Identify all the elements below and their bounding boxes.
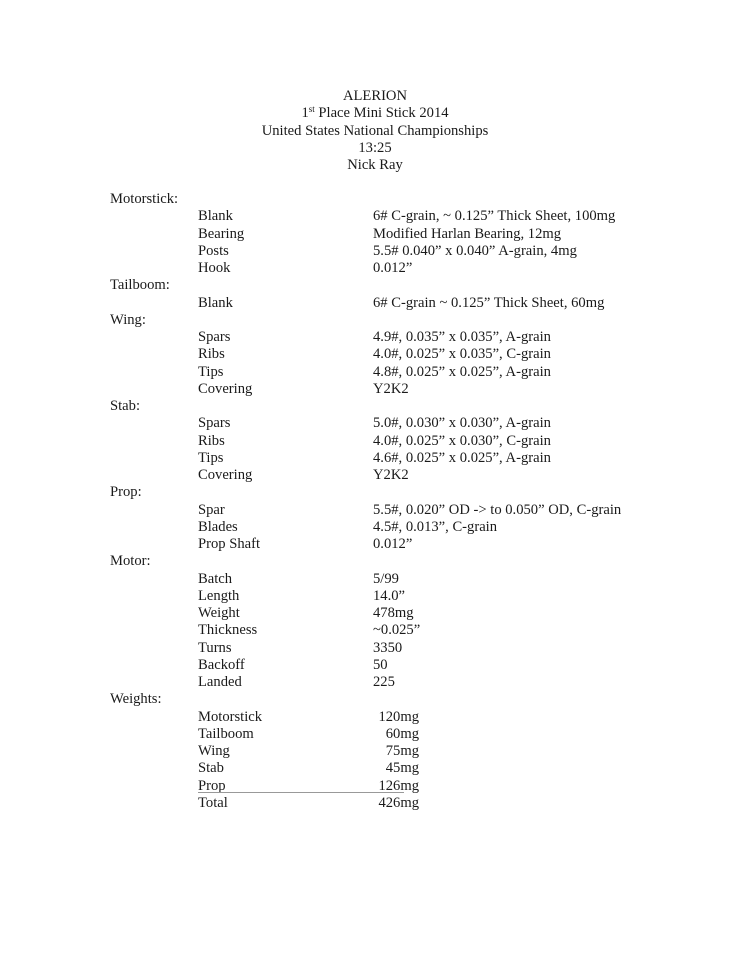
section-title: Prop: [110,484,142,501]
spec-label: Landed [198,674,242,690]
place-text: Place Mini Stick 2014 [314,105,449,122]
spec-label: Length [198,587,240,604]
place-suffix: st [308,104,315,115]
section-heading [0,398,750,415]
section-title: Tailboom: [110,277,170,294]
spec-label: Covering [198,467,253,483]
spec-value: 5.5#, 0.020” OD -> to 0.050” OD, C-grain [373,501,622,518]
spec-value: 4.5#, 0.013”, C-grain [373,518,498,535]
spec-label: Covering [198,380,253,397]
spec-label: Thickness [198,622,258,639]
document-title-block [0,88,750,174]
section-heading [0,553,750,570]
spec-row [0,433,750,450]
spec-label: Turns [198,639,232,656]
spec-value: 0.012” [373,260,413,276]
spec-value: 6# C-grain ~ 0.125” Thick Sheet, 60mg [373,294,605,311]
spec-value: 14.0” [373,587,406,604]
spec-value: 478mg [373,605,414,621]
spec-row [0,415,750,432]
spec-label: Tips [198,363,224,380]
spec-row [0,519,750,536]
aircraft-name: ALERION [342,88,408,104]
pilot-name: Nick Ray [347,157,403,173]
spec-label: Batch [198,570,233,587]
spec-value: Y2K2 [373,380,409,397]
flight-time: 13:25 [358,139,392,156]
spec-value: 5.5# 0.040” x 0.040” A-grain, 4mg [373,242,577,259]
spec-row [0,381,750,398]
spec-value: 5/99 [373,570,399,587]
spec-row [0,467,750,484]
spec-row [0,726,750,743]
spec-row [0,243,750,260]
spec-value: 50 [373,656,388,673]
spec-value: Y2K2 [373,467,409,483]
spec-label: Ribs [198,432,225,449]
section-heading [0,277,750,294]
section-title: Motorstick: [110,191,179,207]
spec-row [0,622,750,639]
spec-value: 3350 [373,639,403,656]
spec-value: 5.0#, 0.030” x 0.030”, A-grain [373,415,551,432]
placement [0,105,750,122]
spec-value: Modified Harlan Bearing, 12mg [373,225,562,242]
spec-row [0,208,750,225]
spec-row [0,536,750,553]
spec-row [0,295,750,312]
spec-label: Weight [198,605,240,621]
spec-label: Stab [198,760,224,777]
spec-value: 75mg [385,743,419,759]
spec-label: Prop Shaft [198,536,261,552]
spec-label: Spars [198,329,231,345]
spec-value: 4.0#, 0.025” x 0.035”, C-grain [373,346,551,363]
section-title: Stab: [110,398,140,414]
spec-row [0,346,750,363]
spec-label: Tailboom [198,725,254,742]
spec-label: Bearing [198,225,245,242]
spec-value: 0.012” [373,536,413,552]
spec-row [0,364,750,381]
section-heading [0,691,750,708]
spec-row [0,502,750,519]
spec-label: Blank [198,208,233,225]
spec-value: 4.6#, 0.025” x 0.025”, A-grain [373,449,551,466]
spec-value: 120mg [378,708,419,725]
spec-row [0,450,750,467]
spec-row [0,760,750,777]
spec-row [0,588,750,605]
spec-label: Blank [198,294,233,311]
spec-row [0,795,750,812]
section-heading [0,484,750,501]
section-title: Motor: [110,553,151,570]
spec-row [0,329,750,346]
spec-value: 126mg [378,777,419,794]
spec-label: Backoff [198,656,245,673]
spec-label: Tips [198,449,224,466]
spec-row [0,640,750,657]
spec-row [0,260,750,277]
section-heading [0,191,750,208]
spec-label: Spars [198,415,231,432]
spec-value: ~0.025” [373,622,421,639]
spec-row [0,743,750,760]
spec-label: Hook [198,260,231,276]
spec-row [0,709,750,726]
spec-value: 45mg [385,760,419,777]
spec-value: 60mg [385,725,419,742]
spec-label: Spar [198,501,225,518]
spec-value: 225 [373,674,395,690]
spec-value: 6# C-grain, ~ 0.125” Thick Sheet, 100mg [373,208,616,225]
spec-value: 4.9#, 0.035” x 0.035”, A-grain [373,329,551,345]
spec-row [0,674,750,691]
spec-sheet [0,191,750,812]
spec-label: Wing [198,743,230,759]
event-name: United States National Championships [261,122,489,139]
spec-label: Blades [198,518,238,535]
section-title: Weights: [110,691,162,708]
spec-row [0,226,750,243]
section-title: Wing: [110,311,146,328]
section-heading [0,312,750,329]
spec-value: 4.0#, 0.025” x 0.030”, C-grain [373,432,551,449]
spec-value: 426mg [378,794,419,811]
spec-row [0,605,750,622]
total-divider-line [198,792,404,793]
spec-row [0,571,750,588]
place-number: 1 [301,105,309,122]
spec-label: Posts [198,242,229,259]
spec-label: Prop [198,777,226,794]
spec-label: Total [198,794,228,811]
spec-row [0,657,750,674]
spec-value: 4.8#, 0.025” x 0.025”, A-grain [373,363,551,380]
spec-label: Motorstick [198,708,263,725]
spec-label: Ribs [198,346,225,363]
